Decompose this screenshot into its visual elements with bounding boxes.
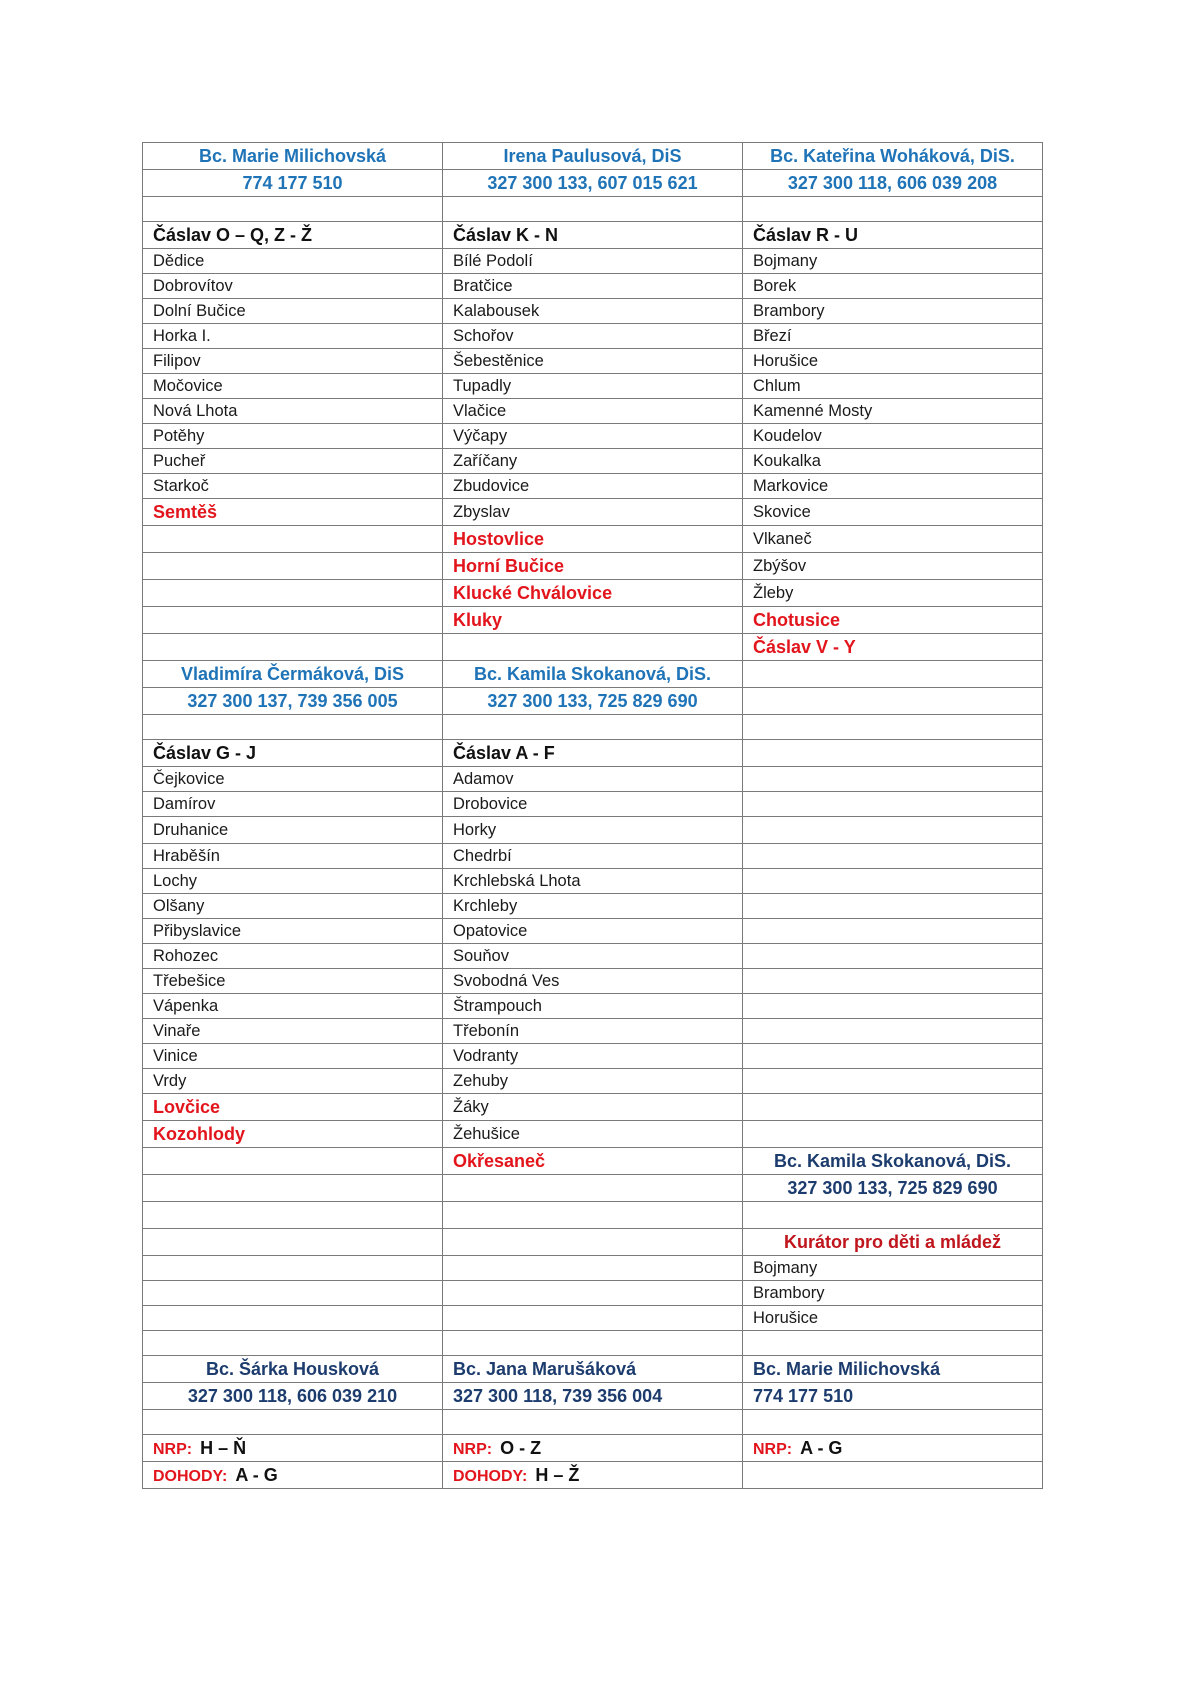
table-row	[143, 817, 1043, 844]
table-row	[143, 740, 1043, 767]
nrp-value: H – Ň	[200, 1437, 247, 1458]
place: Březí	[743, 324, 1043, 349]
table-row	[143, 580, 1043, 607]
table-row	[143, 1069, 1043, 1094]
nrp-value: A - G	[800, 1437, 843, 1458]
table-row	[143, 894, 1043, 919]
place: Chedrbí	[443, 844, 743, 869]
group-heading: Čáslav K - N	[453, 224, 559, 245]
place: Dolní Bučice	[143, 299, 443, 324]
worker-name: Bc. Marie Milichovská	[198, 145, 387, 166]
place: Lochy	[143, 869, 443, 894]
place-highlight: Horní Bučice	[453, 555, 565, 576]
place: Močovice	[143, 374, 443, 399]
place-highlight: Chotusice	[753, 609, 841, 630]
worker-name: Bc. Marie Milichovská	[753, 1358, 941, 1379]
place: Šebestěnice	[443, 349, 743, 374]
place: Koukalka	[743, 449, 1043, 474]
table-row	[143, 1175, 1043, 1202]
place-highlight: Kluky	[453, 609, 503, 630]
table-row	[143, 349, 1043, 374]
place: Chlum	[743, 374, 1043, 399]
table-row	[143, 1331, 1043, 1356]
dohody-value: A - G	[235, 1464, 278, 1485]
dohody-label: DOHODY:	[153, 1467, 228, 1485]
table-row	[143, 299, 1043, 324]
worker-phone: 327 300 118, 739 356 004	[453, 1385, 663, 1406]
worker-name: Bc. Jana Marušáková	[453, 1358, 637, 1379]
place: Zbyslav	[443, 499, 743, 526]
table-row	[143, 792, 1043, 817]
table-row	[143, 767, 1043, 792]
table-row	[143, 1356, 1043, 1383]
table-row	[143, 688, 1043, 715]
place: Bílé Podolí	[443, 249, 743, 274]
worker-phone: 327 300 118, 606 039 208	[787, 172, 998, 193]
place-highlight: Okřesaneč	[453, 1150, 546, 1171]
worker-name: Vladimíra Čermáková, DiS	[180, 663, 405, 684]
place: Damírov	[143, 792, 443, 817]
table-row	[143, 449, 1043, 474]
group-heading: Čáslav G - J	[153, 742, 257, 763]
place: Svobodná Ves	[443, 969, 743, 994]
table-row	[143, 143, 1043, 170]
table-row	[143, 222, 1043, 249]
nrp-label: NRP:	[153, 1440, 193, 1458]
contact-table	[142, 142, 1043, 1489]
worker-name: Bc. Kamila Skokanová, DiS.	[473, 663, 712, 684]
place: Zaříčany	[443, 449, 743, 474]
place: Vodranty	[443, 1044, 743, 1069]
place-highlight: Čáslav V - Y	[753, 636, 856, 657]
place: Pucheř	[143, 449, 443, 474]
table-row	[143, 399, 1043, 424]
group-heading: Čáslav O – Q, Z - Ž	[153, 224, 313, 245]
place: Opatovice	[443, 919, 743, 944]
table-row	[143, 661, 1043, 688]
table-row	[143, 869, 1043, 894]
table-row	[143, 374, 1043, 399]
place: Bojmany	[743, 1256, 1043, 1281]
place: Horušice	[743, 1306, 1043, 1331]
place: Dědice	[143, 249, 443, 274]
place: Bojmany	[743, 249, 1043, 274]
table-row	[143, 474, 1043, 499]
table-row	[143, 197, 1043, 222]
place: Čejkovice	[143, 767, 443, 792]
worker-name: Bc. Šárka Housková	[205, 1358, 380, 1379]
place: Zbudovice	[443, 474, 743, 499]
table-row	[143, 944, 1043, 969]
place: Vrdy	[143, 1069, 443, 1094]
place: Bratčice	[443, 274, 743, 299]
place: Brambory	[743, 299, 1043, 324]
table-row	[143, 499, 1043, 526]
table-row	[143, 274, 1043, 299]
worker-phone: 774 177 510	[753, 1385, 854, 1406]
place: Třebonín	[443, 1019, 743, 1044]
place-highlight: Klucké Chválovice	[453, 582, 613, 603]
table-row	[143, 1019, 1043, 1044]
table-row	[143, 553, 1043, 580]
worker-name: Bc. Kamila Skokanová, DiS.	[773, 1150, 1012, 1171]
place: Žleby	[743, 580, 1043, 607]
worker-phone: 327 300 133, 725 829 690	[787, 1177, 998, 1198]
place-highlight: Lovčice	[153, 1096, 221, 1117]
place: Zbýšov	[743, 553, 1043, 580]
table-row	[143, 1121, 1043, 1148]
table-row	[143, 634, 1043, 661]
place: Kamenné Mosty	[743, 399, 1043, 424]
place: Filipov	[143, 349, 443, 374]
place: Vápenka	[143, 994, 443, 1019]
place: Třebešice	[143, 969, 443, 994]
table-row	[143, 994, 1043, 1019]
place: Olšany	[143, 894, 443, 919]
table-row	[143, 1094, 1043, 1121]
place: Nová Lhota	[143, 399, 443, 424]
table-row	[143, 1044, 1043, 1069]
table-row	[143, 1462, 1043, 1489]
place: Skovice	[743, 499, 1043, 526]
place-highlight: Semtěš	[153, 501, 218, 522]
table-row	[143, 1229, 1043, 1256]
place: Hraběšín	[143, 844, 443, 869]
place: Drobovice	[443, 792, 743, 817]
nrp-label: NRP:	[453, 1440, 493, 1458]
place: Starkoč	[143, 474, 443, 499]
place: Brambory	[743, 1281, 1043, 1306]
place: Borek	[743, 274, 1043, 299]
table-row	[143, 1435, 1043, 1462]
group-heading: Čáslav R - U	[753, 224, 859, 245]
worker-name: Irena Paulusová, DiS	[503, 145, 682, 166]
table-row	[143, 969, 1043, 994]
nrp-label: NRP:	[753, 1440, 793, 1458]
place: Vlačice	[443, 399, 743, 424]
dohody-value: H – Ž	[535, 1464, 580, 1485]
table-row	[143, 424, 1043, 449]
table-row	[143, 715, 1043, 740]
group-heading: Čáslav A - F	[453, 742, 555, 763]
place: Horky	[443, 817, 743, 844]
place: Krchleby	[443, 894, 743, 919]
table-row	[143, 607, 1043, 634]
place: Krchlebská Lhota	[443, 869, 743, 894]
table-row	[143, 1202, 1043, 1229]
place: Výčapy	[443, 424, 743, 449]
table-row	[143, 1383, 1043, 1410]
place: Přibyslavice	[143, 919, 443, 944]
place: Horka I.	[143, 324, 443, 349]
dohody-label: DOHODY:	[453, 1467, 528, 1485]
place: Dobrovítov	[143, 274, 443, 299]
table-row	[143, 919, 1043, 944]
table-row	[143, 1306, 1043, 1331]
nrp-value: O - Z	[500, 1437, 542, 1458]
worker-phone: 327 300 133, 607 015 621	[487, 172, 698, 193]
place: Rohozec	[143, 944, 443, 969]
place: Souňov	[443, 944, 743, 969]
place: Potěhy	[143, 424, 443, 449]
place: Žáky	[443, 1094, 743, 1121]
worker-phone: 327 300 118, 606 039 210	[187, 1385, 398, 1406]
worker-name: Bc. Kateřina Woháková, DiS.	[770, 145, 1015, 166]
table-row	[143, 170, 1043, 197]
place: Tupadly	[443, 374, 743, 399]
place-highlight: Hostovlice	[453, 528, 545, 549]
place: Kalabousek	[443, 299, 743, 324]
table-row	[143, 1148, 1043, 1175]
place: Žehušice	[443, 1121, 743, 1148]
place: Adamov	[443, 767, 743, 792]
place: Horušice	[743, 349, 1043, 374]
table-row	[143, 324, 1043, 349]
worker-phone: 774 177 510	[242, 172, 343, 193]
worker-phone: 327 300 137, 739 356 005	[187, 690, 398, 711]
place: Vlkaneč	[743, 526, 1043, 553]
table-row	[143, 844, 1043, 869]
table-row	[143, 1281, 1043, 1306]
place: Druhanice	[143, 817, 443, 844]
place: Koudelov	[743, 424, 1043, 449]
place: Markovice	[743, 474, 1043, 499]
worker-phone: 327 300 133, 725 829 690	[487, 690, 698, 711]
place-highlight: Kozohlody	[153, 1123, 245, 1144]
curator-title: Kurátor pro děti a mládež	[783, 1231, 1002, 1252]
table-row	[143, 1410, 1043, 1435]
place: Schořov	[443, 324, 743, 349]
place: Zehuby	[443, 1069, 743, 1094]
table-row	[143, 1256, 1043, 1281]
table-row	[143, 249, 1043, 274]
place: Vinaře	[143, 1019, 443, 1044]
table-row	[143, 526, 1043, 553]
place: Vinice	[143, 1044, 443, 1069]
place: Štrampouch	[443, 994, 743, 1019]
